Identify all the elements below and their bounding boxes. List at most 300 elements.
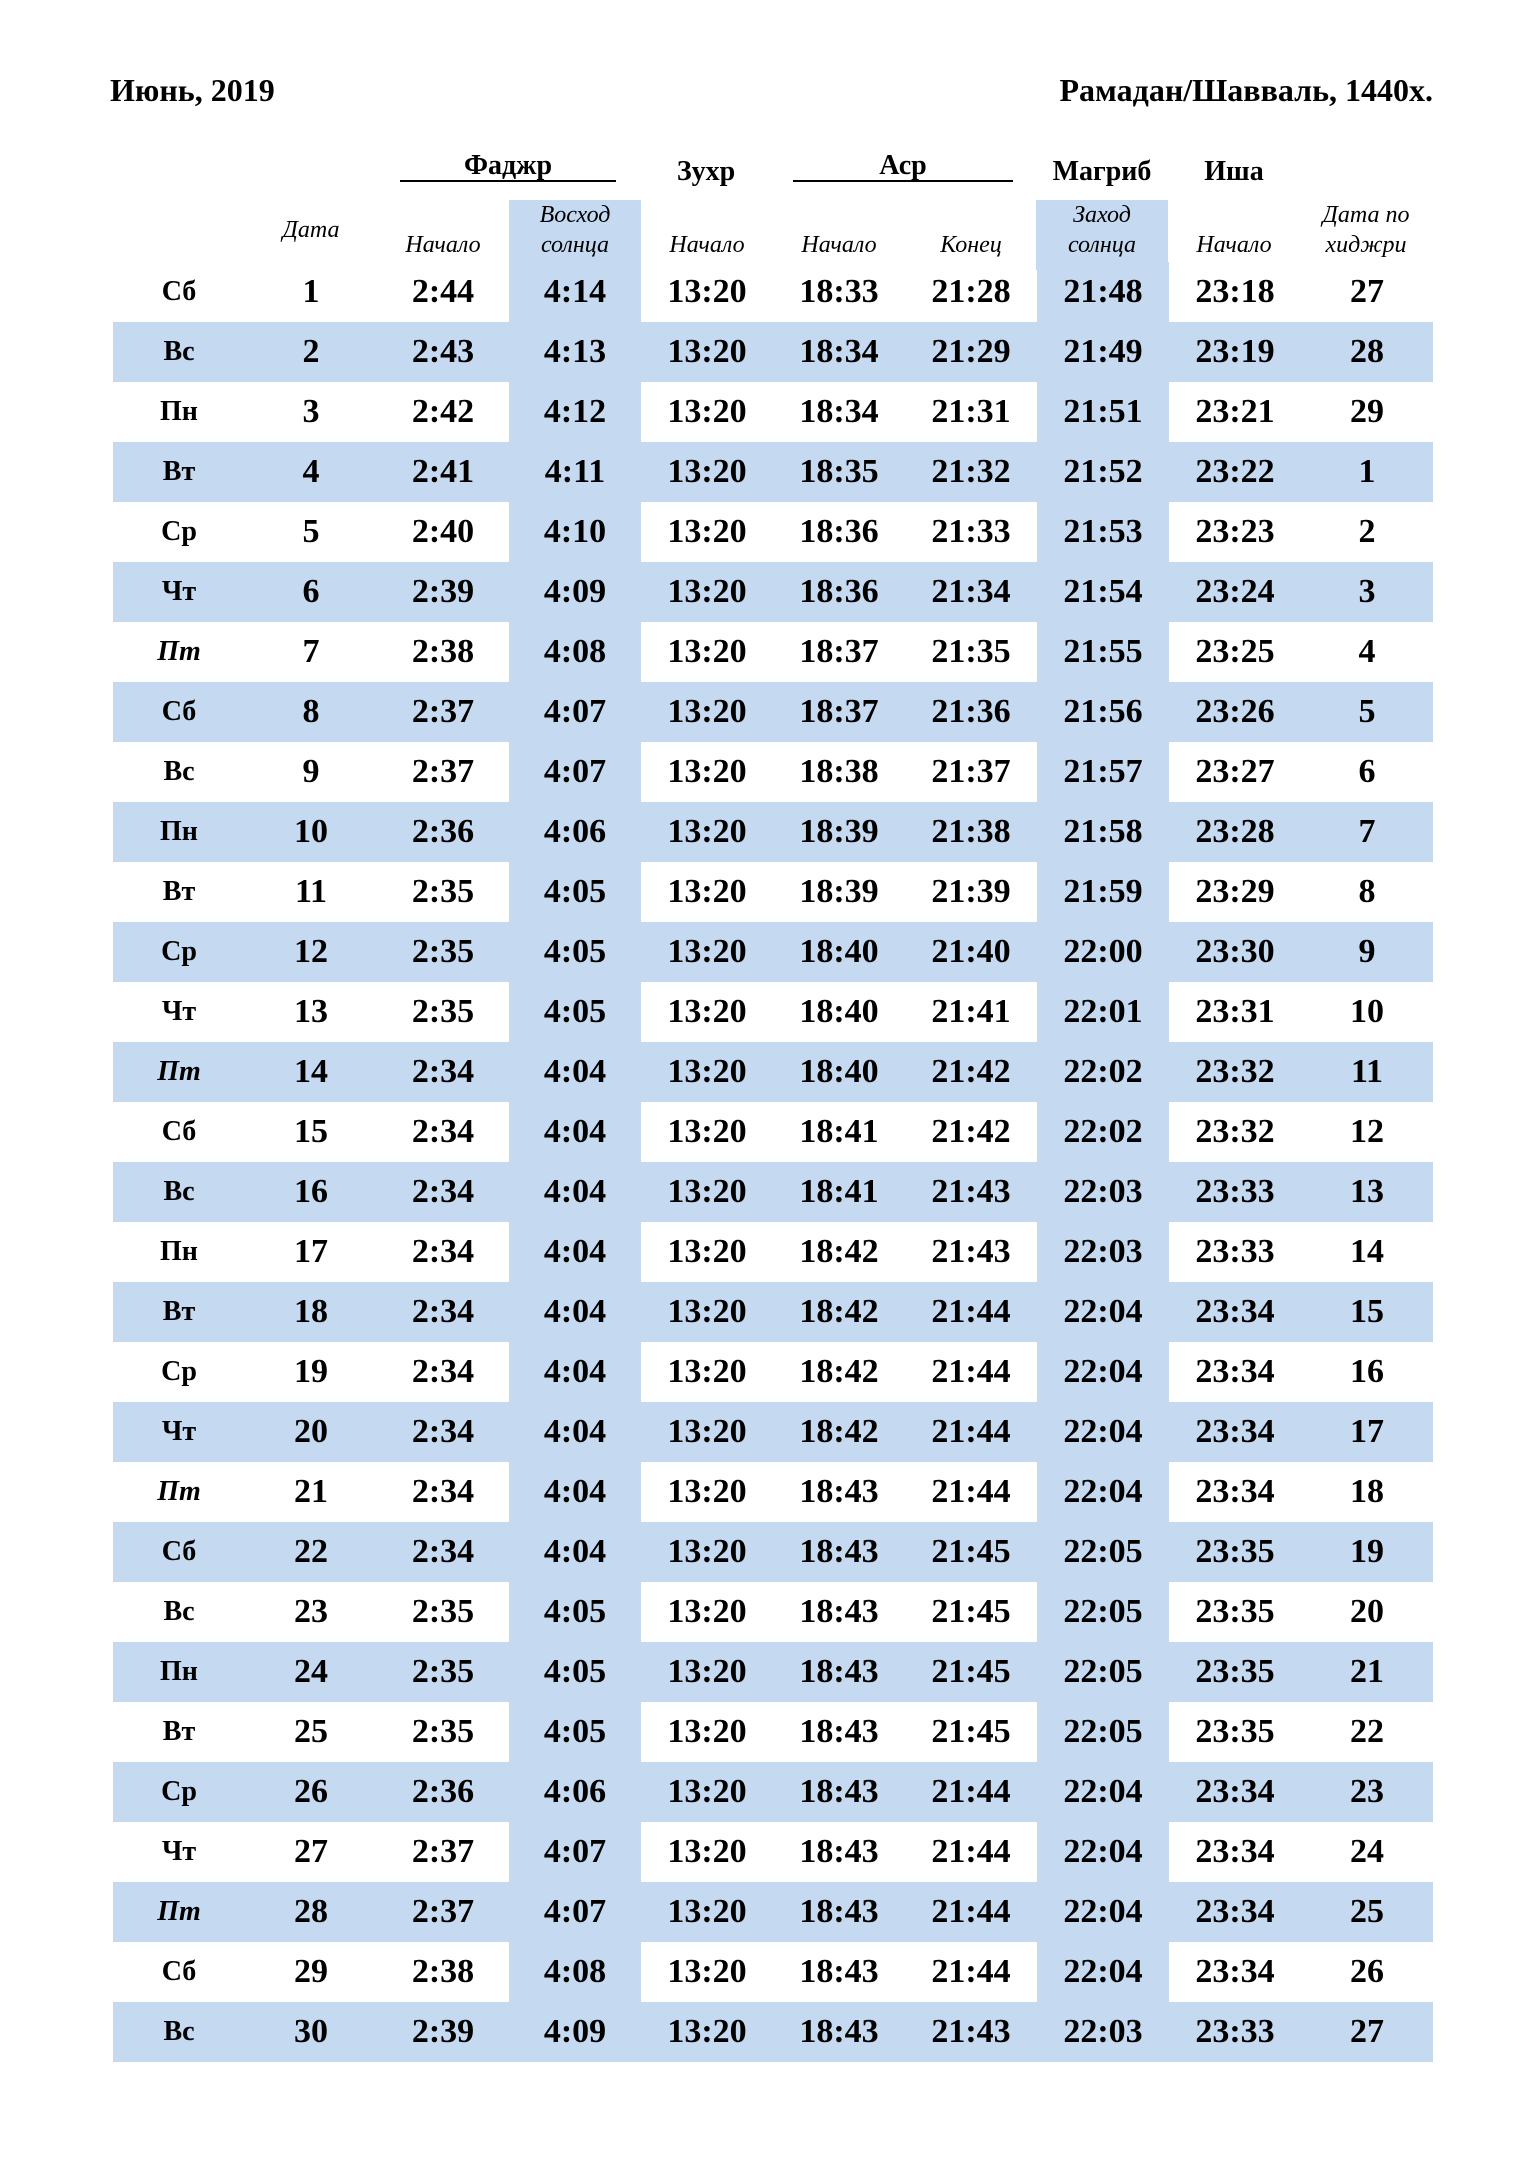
date-cell: 14: [294, 1053, 328, 1090]
asr-start-subheader: Начало: [801, 232, 877, 258]
fajr-start-cell: 2:35: [411, 993, 475, 1030]
date-cell: 29: [294, 1953, 328, 1990]
asr-start-cell: 18:43: [799, 1953, 879, 1990]
date-cell: 8: [302, 693, 320, 730]
date-cell: 16: [294, 1173, 328, 1210]
hijri-date-cell: 21: [1350, 1653, 1384, 1690]
sunset-cell: 22:03: [1063, 1173, 1143, 1210]
sunset-cell: 22:05: [1063, 1593, 1143, 1630]
zuhr-start-cell: 13:20: [667, 513, 747, 550]
asr-start-cell: 18:43: [799, 2013, 879, 2050]
asr-start-cell: 18:43: [799, 1533, 879, 1570]
fajr-start-cell: 2:37: [411, 1833, 475, 1870]
hijri-date-cell: 28: [1350, 333, 1384, 370]
table-row: [113, 382, 1433, 442]
fajr-start-cell: 2:36: [411, 1773, 475, 1810]
fajr-start-cell: 2:34: [411, 1233, 475, 1270]
zuhr-start-cell: 13:20: [667, 873, 747, 910]
asr-start-cell: 18:38: [799, 753, 879, 790]
isha-start-cell: 23:21: [1195, 393, 1275, 430]
hijri-date-cell: 7: [1358, 813, 1376, 850]
hijri-month-title: Рамадан/Шавваль, 1440х.: [1059, 72, 1433, 108]
date-cell: 19: [294, 1353, 328, 1390]
table-row: [113, 802, 1433, 862]
fajr-start-cell: 2:43: [411, 333, 475, 370]
asr-end-cell: 21:29: [931, 333, 1011, 370]
table-row: [113, 1162, 1433, 1222]
zuhr-start-cell: 13:20: [667, 453, 747, 490]
isha-start-cell: 23:35: [1195, 1713, 1275, 1750]
isha-start-cell: 23:33: [1195, 2013, 1275, 2050]
date-cell: 30: [294, 2013, 328, 2050]
asr-end-cell: 21:36: [931, 693, 1011, 730]
date-cell: 6: [302, 573, 320, 610]
fajr-start-cell: 2:37: [411, 693, 475, 730]
sunset-cell: 21:59: [1063, 873, 1143, 910]
date-cell: 12: [294, 933, 328, 970]
sunset-cell: 21:49: [1063, 333, 1143, 370]
isha-start-cell: 23:34: [1195, 1893, 1275, 1930]
isha-start-cell: 23:34: [1195, 1833, 1275, 1870]
asr-end-cell: 21:44: [931, 1833, 1011, 1870]
day-cell: Вт: [162, 1716, 196, 1747]
fajr-start-subheader: Начало: [405, 232, 481, 258]
sunset-cell: 21:58: [1063, 813, 1143, 850]
table-row: [113, 442, 1433, 502]
asr-end-cell: 21:33: [931, 513, 1011, 550]
date-cell: 18: [294, 1293, 328, 1330]
zuhr-start-cell: 13:20: [667, 813, 747, 850]
sunset-cell: 22:00: [1063, 933, 1143, 970]
fajr-start-cell: 2:34: [411, 1113, 475, 1150]
sunrise-cell: 4:11: [544, 453, 606, 490]
isha-start-cell: 23:34: [1195, 1773, 1275, 1810]
table-row: [113, 2002, 1433, 2062]
zuhr-start-cell: 13:20: [667, 393, 747, 430]
zuhr-start-cell: 13:20: [667, 693, 747, 730]
maghrib-group-header: Магриб: [1052, 156, 1152, 187]
sunrise-cell: 4:05: [543, 873, 607, 910]
date-cell: 20: [294, 1413, 328, 1450]
day-cell: Ср: [161, 516, 197, 547]
sunset-cell: 22:01: [1063, 993, 1143, 1030]
zuhr-start-cell: 13:20: [667, 1173, 747, 1210]
fajr-start-cell: 2:41: [411, 453, 475, 490]
day-cell: Пт: [157, 1476, 201, 1507]
hijri-date-cell: 6: [1358, 753, 1376, 790]
sunrise-cell: 4:04: [543, 1293, 607, 1330]
asr-start-cell: 18:41: [799, 1173, 879, 1210]
sunset-cell: 22:04: [1063, 1293, 1143, 1330]
zuhr-start-cell: 13:20: [667, 2013, 747, 2050]
fajr-start-cell: 2:35: [411, 1593, 475, 1630]
asr-end-cell: 21:42: [931, 1053, 1011, 1090]
sunrise-cell: 4:07: [543, 693, 607, 730]
fajr-start-cell: 2:35: [411, 933, 475, 970]
asr-end-cell: 21:39: [931, 873, 1011, 910]
day-cell: Пт: [157, 1896, 201, 1927]
asr-start-cell: 18:39: [799, 873, 879, 910]
date-cell: 11: [294, 873, 328, 910]
asr-end-cell: 21:37: [931, 753, 1011, 790]
date-cell: 1: [302, 273, 320, 310]
fajr-start-cell: 2:39: [411, 2013, 475, 2050]
date-cell: 22: [294, 1533, 328, 1570]
table-row: [113, 1342, 1433, 1402]
date-cell: 3: [302, 393, 320, 430]
hijri-date-cell: 13: [1350, 1173, 1384, 1210]
asr-start-cell: 18:43: [799, 1773, 879, 1810]
isha-start-cell: 23:30: [1195, 933, 1275, 970]
sunset-cell: 22:04: [1063, 1953, 1143, 1990]
asr-start-cell: 18:33: [799, 273, 879, 310]
fajr-start-cell: 2:34: [411, 1473, 475, 1510]
sunrise-cell: 4:04: [543, 1233, 607, 1270]
day-cell: Вт: [162, 456, 196, 487]
asr-start-cell: 18:37: [799, 633, 879, 670]
isha-start-cell: 23:19: [1195, 333, 1275, 370]
sunset-cell: 22:03: [1063, 1233, 1143, 1270]
day-cell: Сб: [161, 1956, 197, 1987]
sunrise-cell: 4:08: [543, 633, 607, 670]
isha-start-cell: 23:34: [1195, 1413, 1275, 1450]
fajr-start-cell: 2:38: [411, 633, 475, 670]
asr-end-cell: 21:45: [931, 1593, 1011, 1630]
asr-start-cell: 18:36: [799, 573, 879, 610]
date-cell: 2: [302, 333, 320, 370]
zuhr-start-cell: 13:20: [667, 1473, 747, 1510]
month-title: Июнь, 2019: [110, 72, 275, 108]
fajr-start-cell: 2:36: [411, 813, 475, 850]
fajr-start-cell: 2:34: [411, 1533, 475, 1570]
isha-start-cell: 23:34: [1195, 1953, 1275, 1990]
asr-start-cell: 18:36: [799, 513, 879, 550]
hijri-date-cell: 10: [1350, 993, 1384, 1030]
day-cell: Чт: [161, 576, 197, 607]
isha-start-cell: 23:33: [1195, 1173, 1275, 1210]
sunset-cell: 22:04: [1063, 1893, 1143, 1930]
hijri-date-cell: 26: [1350, 1953, 1384, 1990]
sunrise-cell: 4:04: [543, 1533, 607, 1570]
sunrise-cell: 4:06: [543, 1773, 607, 1810]
hijri-date-subheader-line1: Дата по: [1322, 202, 1410, 228]
sunset-cell: 21:51: [1063, 393, 1143, 430]
isha-start-cell: 23:33: [1195, 1233, 1275, 1270]
asr-start-cell: 18:43: [799, 1593, 879, 1630]
hijri-date-cell: 15: [1350, 1293, 1384, 1330]
hijri-date-cell: 27: [1350, 273, 1384, 310]
day-cell: Сб: [161, 696, 197, 727]
table-row: [113, 562, 1433, 622]
fajr-start-cell: 2:38: [411, 1953, 475, 1990]
asr-end-cell: 21:45: [931, 1533, 1011, 1570]
isha-start-cell: 23:28: [1195, 813, 1275, 850]
date-cell: 15: [294, 1113, 328, 1150]
zuhr-start-cell: 13:20: [667, 1113, 747, 1150]
sunset-cell: 22:02: [1063, 1113, 1143, 1150]
zuhr-start-subheader: Начало: [669, 232, 745, 258]
day-cell: Пн: [160, 1656, 198, 1687]
date-cell: 24: [294, 1653, 328, 1690]
isha-start-cell: 23:34: [1195, 1353, 1275, 1390]
sunrise-cell: 4:05: [543, 933, 607, 970]
table-row: [113, 1102, 1433, 1162]
isha-start-cell: 23:34: [1195, 1293, 1275, 1330]
sunset-cell: 22:04: [1063, 1413, 1143, 1450]
asr-end-cell: 21:45: [931, 1653, 1011, 1690]
day-cell: Чт: [161, 996, 197, 1027]
table-row: [113, 1522, 1433, 1582]
asr-end-cell: 21:34: [931, 573, 1011, 610]
sunrise-cell: 4:04: [543, 1053, 607, 1090]
day-cell: Вс: [163, 1596, 195, 1627]
asr-end-cell: 21:44: [931, 1473, 1011, 1510]
table-row: [113, 862, 1433, 922]
isha-start-cell: 23:22: [1195, 453, 1275, 490]
table-row: [113, 1702, 1433, 1762]
sunset-cell: 21:54: [1063, 573, 1143, 610]
table-row: [113, 1582, 1433, 1642]
table-row: [113, 1822, 1433, 1882]
asr-group-header: Аср: [793, 152, 1013, 182]
asr-start-cell: 18:39: [799, 813, 879, 850]
sunrise-cell: 4:04: [543, 1473, 607, 1510]
sunrise-cell: 4:05: [543, 1713, 607, 1750]
isha-start-cell: 23:31: [1195, 993, 1275, 1030]
asr-start-cell: 18:42: [799, 1353, 879, 1390]
date-subheader: Дата: [282, 217, 340, 243]
sunset-cell: 22:05: [1063, 1653, 1143, 1690]
zuhr-start-cell: 13:20: [667, 573, 747, 610]
day-cell: Ср: [161, 936, 197, 967]
date-cell: 23: [294, 1593, 328, 1630]
isha-start-cell: 23:35: [1195, 1653, 1275, 1690]
date-cell: 17: [294, 1233, 328, 1270]
zuhr-start-cell: 13:20: [667, 1833, 747, 1870]
asr-end-cell: 21:43: [931, 1233, 1011, 1270]
day-cell: Пн: [160, 816, 198, 847]
isha-start-cell: 23:25: [1195, 633, 1275, 670]
table-row: [113, 682, 1433, 742]
table-row: [113, 982, 1433, 1042]
date-cell: 28: [294, 1893, 328, 1930]
fajr-start-cell: 2:37: [411, 1893, 475, 1930]
asr-end-cell: 21:32: [931, 453, 1011, 490]
asr-end-cell: 21:28: [931, 273, 1011, 310]
hijri-date-cell: 12: [1350, 1113, 1384, 1150]
asr-start-cell: 18:34: [799, 393, 879, 430]
sunrise-cell: 4:05: [543, 993, 607, 1030]
date-cell: 13: [294, 993, 328, 1030]
asr-start-cell: 18:42: [799, 1413, 879, 1450]
date-cell: 25: [294, 1713, 328, 1750]
asr-end-cell: 21:45: [931, 1713, 1011, 1750]
zuhr-start-cell: 13:20: [667, 1593, 747, 1630]
zuhr-start-cell: 13:20: [667, 1773, 747, 1810]
asr-end-subheader: Конец: [940, 232, 1002, 258]
day-cell: Вс: [163, 336, 195, 367]
fajr-start-cell: 2:42: [411, 393, 475, 430]
sunrise-cell: 4:04: [543, 1173, 607, 1210]
zuhr-start-cell: 13:20: [667, 993, 747, 1030]
asr-end-cell: 21:40: [931, 933, 1011, 970]
asr-start-cell: 18:35: [799, 453, 879, 490]
hijri-date-cell: 22: [1350, 1713, 1384, 1750]
sunrise-cell: 4:04: [543, 1413, 607, 1450]
asr-start-cell: 18:42: [799, 1293, 879, 1330]
zuhr-start-cell: 13:20: [667, 1353, 747, 1390]
date-cell: 9: [302, 753, 320, 790]
asr-start-cell: 18:40: [799, 933, 879, 970]
hijri-date-cell: 17: [1350, 1413, 1384, 1450]
table-row: [113, 1042, 1433, 1102]
day-cell: Вт: [162, 876, 196, 907]
isha-start-cell: 23:24: [1195, 573, 1275, 610]
asr-start-cell: 18:42: [799, 1233, 879, 1270]
asr-end-cell: 21:44: [931, 1353, 1011, 1390]
day-cell: Вт: [162, 1296, 196, 1327]
asr-end-cell: 21:44: [931, 1893, 1011, 1930]
fajr-start-cell: 2:44: [411, 273, 475, 310]
fajr-start-cell: 2:35: [411, 1653, 475, 1690]
isha-start-cell: 23:26: [1195, 693, 1275, 730]
date-cell: 4: [302, 453, 320, 490]
isha-start-cell: 23:32: [1195, 1053, 1275, 1090]
day-cell: Сб: [161, 1536, 197, 1567]
table-row: [113, 1762, 1433, 1822]
sunrise-cell: 4:04: [543, 1353, 607, 1390]
asr-end-cell: 21:31: [931, 393, 1011, 430]
sunset-cell: 21:57: [1063, 753, 1143, 790]
date-cell: 5: [302, 513, 320, 550]
sunset-cell: 22:05: [1063, 1713, 1143, 1750]
sunset-cell: 22:04: [1063, 1353, 1143, 1390]
zuhr-start-cell: 13:20: [667, 1413, 747, 1450]
asr-end-cell: 21:44: [931, 1293, 1011, 1330]
date-cell: 7: [302, 633, 320, 670]
asr-end-cell: 21:35: [931, 633, 1011, 670]
sunset-cell: 21:55: [1063, 633, 1143, 670]
hijri-date-cell: 25: [1350, 1893, 1384, 1930]
asr-start-cell: 18:43: [799, 1893, 879, 1930]
table-row: [113, 1402, 1433, 1462]
hijri-date-cell: 8: [1358, 873, 1376, 910]
sunset-cell: 22:04: [1063, 1833, 1143, 1870]
date-cell: 21: [294, 1473, 328, 1510]
day-cell: Вс: [163, 2016, 195, 2047]
sunrise-subheader-line2: солнца: [540, 232, 610, 258]
sunset-cell: 21:52: [1063, 453, 1143, 490]
sunrise-cell: 4:14: [543, 273, 607, 310]
fajr-start-cell: 2:35: [411, 873, 475, 910]
hijri-date-subheader-line2: хиджри: [1325, 232, 1407, 258]
date-cell: 10: [294, 813, 328, 850]
table-row: [113, 1882, 1433, 1942]
asr-start-cell: 18:43: [799, 1473, 879, 1510]
date-cell: 27: [294, 1833, 328, 1870]
isha-start-cell: 23:18: [1195, 273, 1275, 310]
hijri-date-cell: 3: [1358, 573, 1376, 610]
asr-start-cell: 18:37: [799, 693, 879, 730]
hijri-date-cell: 29: [1350, 393, 1384, 430]
day-cell: Пн: [160, 396, 198, 427]
sunset-cell: 22:05: [1063, 1533, 1143, 1570]
zuhr-start-cell: 13:20: [667, 753, 747, 790]
day-cell: Ср: [161, 1776, 197, 1807]
table-row: [113, 502, 1433, 562]
sunrise-cell: 4:07: [543, 753, 607, 790]
hijri-date-cell: 4: [1358, 633, 1376, 670]
zuhr-start-cell: 13:20: [667, 933, 747, 970]
hijri-date-cell: 18: [1350, 1473, 1384, 1510]
zuhr-start-cell: 13:20: [667, 1893, 747, 1930]
sunrise-cell: 4:07: [543, 1893, 607, 1930]
sunset-cell: 21:48: [1063, 273, 1143, 310]
zuhr-start-cell: 13:20: [667, 1293, 747, 1330]
sunset-cell: 22:03: [1063, 2013, 1143, 2050]
sunrise-cell: 4:05: [543, 1593, 607, 1630]
sunset-cell: 21:53: [1063, 513, 1143, 550]
asr-end-cell: 21:43: [931, 2013, 1011, 2050]
zuhr-start-cell: 13:20: [667, 1533, 747, 1570]
table-row: [113, 1642, 1433, 1702]
day-cell: Пт: [157, 636, 201, 667]
fajr-start-cell: 2:34: [411, 1173, 475, 1210]
asr-start-cell: 18:43: [799, 1833, 879, 1870]
sunset-cell: 22:04: [1063, 1773, 1143, 1810]
zuhr-start-cell: 13:20: [667, 633, 747, 670]
asr-end-cell: 21:41: [931, 993, 1011, 1030]
day-cell: Сб: [161, 276, 197, 307]
hijri-date-cell: 19: [1350, 1533, 1384, 1570]
hijri-date-cell: 5: [1358, 693, 1376, 730]
fajr-start-cell: 2:34: [411, 1053, 475, 1090]
zuhr-start-cell: 13:20: [667, 273, 747, 310]
sunrise-cell: 4:10: [543, 513, 607, 550]
sunset-cell: 21:56: [1063, 693, 1143, 730]
table-row: [113, 622, 1433, 682]
hijri-date-cell: 2: [1358, 513, 1376, 550]
table-row: [113, 322, 1433, 382]
table-row: [113, 1462, 1433, 1522]
table-row: [113, 1942, 1433, 2002]
day-cell: Вс: [163, 1176, 195, 1207]
zuhr-start-cell: 13:20: [667, 1233, 747, 1270]
isha-start-cell: 23:34: [1195, 1473, 1275, 1510]
sunrise-cell: 4:12: [543, 393, 607, 430]
fajr-start-cell: 2:37: [411, 753, 475, 790]
sunset-subheader-line2: солнца: [1067, 232, 1137, 258]
hijri-date-cell: 11: [1350, 1053, 1384, 1090]
sunrise-cell: 4:05: [543, 1653, 607, 1690]
hijri-date-cell: 24: [1350, 1833, 1384, 1870]
fajr-group-header: Фаджр: [400, 152, 616, 182]
asr-end-cell: 21:44: [931, 1413, 1011, 1450]
zuhr-start-cell: 13:20: [667, 1713, 747, 1750]
asr-start-cell: 18:34: [799, 333, 879, 370]
isha-start-cell: 23:23: [1195, 513, 1275, 550]
zuhr-start-cell: 13:20: [667, 333, 747, 370]
hijri-date-cell: 16: [1350, 1353, 1384, 1390]
sunrise-cell: 4:08: [543, 1953, 607, 1990]
day-cell: Сб: [161, 1116, 197, 1147]
hijri-date-cell: 14: [1350, 1233, 1384, 1270]
hijri-date-cell: 27: [1350, 2013, 1384, 2050]
isha-start-cell: 23:29: [1195, 873, 1275, 910]
table-row: [113, 1282, 1433, 1342]
sunrise-cell: 4:09: [543, 573, 607, 610]
asr-start-cell: 18:43: [799, 1713, 879, 1750]
